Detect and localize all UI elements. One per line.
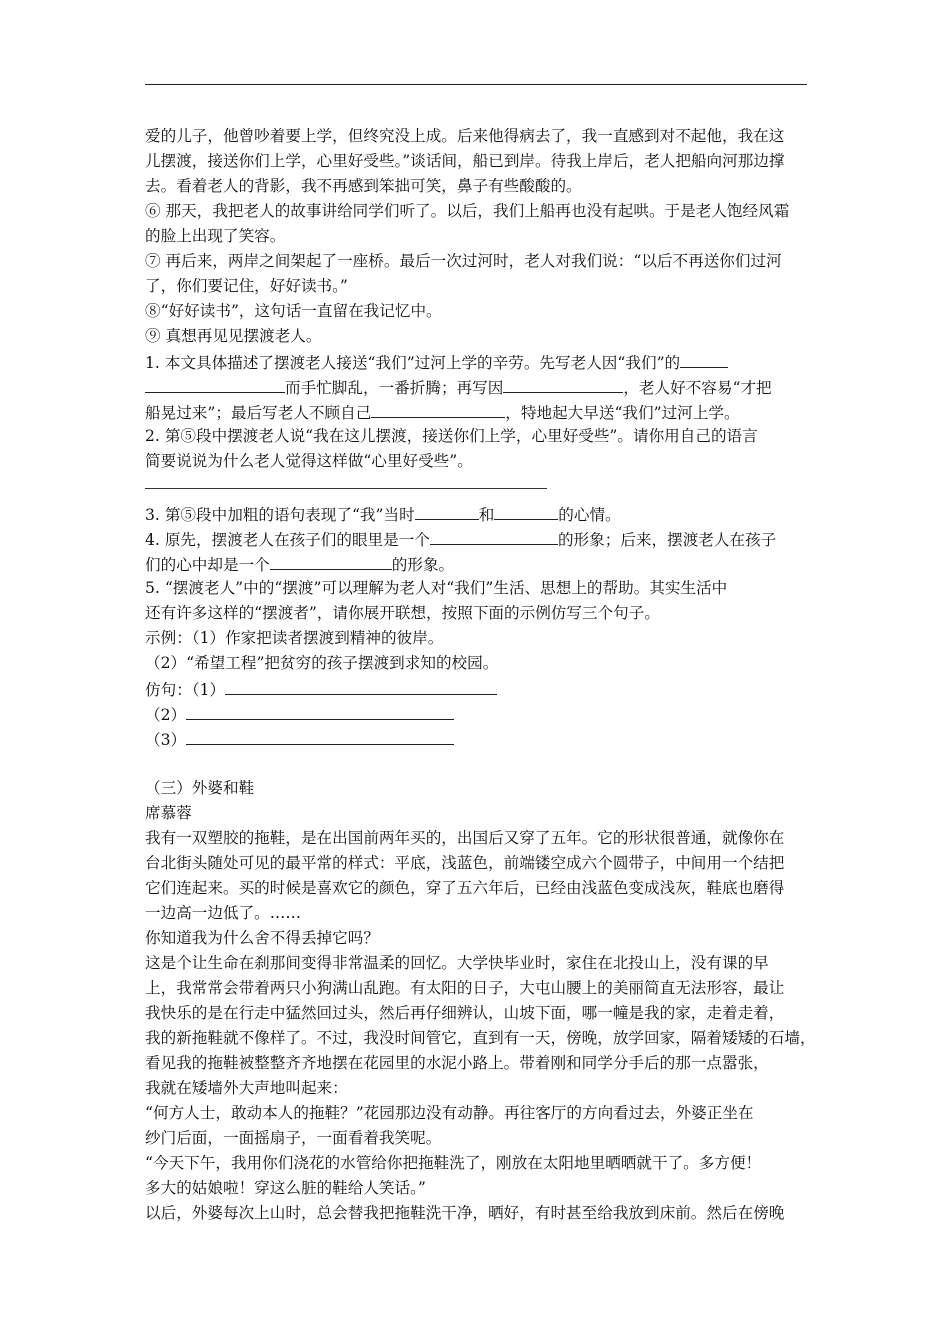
paragraph-line: 我快乐的是在行走中猛然回过头，然后再仔细辨认，山坡下面，哪一幢是我的家，走着走着， xyxy=(145,1004,785,1022)
question-5-line: 还有许多这样的“摆渡者”，请你展开联想，按照下面的示例仿写三个句子。 xyxy=(145,604,660,622)
header-rule xyxy=(145,84,807,85)
question-2-line: 简要说说为什么老人觉得这样做“心里好受些”。 xyxy=(145,452,473,470)
answer-blank[interactable] xyxy=(186,701,454,720)
section-heading: （三）外婆和鞋 xyxy=(145,779,255,797)
answer-blank[interactable] xyxy=(186,726,454,745)
question-4-line: 们的心中却是一个 的形象。 xyxy=(145,551,825,576)
imitation-line: （3） xyxy=(145,726,825,751)
paragraph-line: 一边高一边低了。…… xyxy=(145,904,301,922)
answer-blank[interactable] xyxy=(225,676,497,695)
paragraph-line: 爱的儿子，他曾吵着要上学，但终究没上成。后来他得病去了，我一直感到对不起他，我在这 xyxy=(145,127,785,145)
paragraph-8: ⑧“好好读书”，这句话一直留在我记忆中。 xyxy=(145,302,442,320)
paragraph-line: 我的新拖鞋就不像样了。不过，我没时间管它，直到有一天，傍晚，放学回家，隔着矮矮的石墙， xyxy=(145,1029,816,1047)
paragraph-line: 儿摆渡，接送你们上学，心里好受些。”谈话间，船已到岸。待我上岸后，老人把船向河那边撑 xyxy=(145,152,785,170)
example-line: （2）“希望工程”把贫穷的孩子摆渡到求知的校园。 xyxy=(145,654,499,672)
paragraph-7-line: 了，你们要记住，好好读书。” xyxy=(145,277,348,295)
paragraph-6-line: ⑥ 那天，我把老人的故事讲给同学们听了。以后，我们上船再也没有起哄。于是老人饱经风霜 xyxy=(145,202,790,220)
question-2-line: 2. 第⑤段中摆渡老人说“我在这儿摆渡，接送你们上学，心里好受些”。请你用自己的语言 xyxy=(145,427,758,445)
answer-blank[interactable] xyxy=(494,501,558,520)
answer-blank[interactable] xyxy=(680,349,728,368)
paragraph-line: 以后，外婆每次上山时，总会替我把拖鞋洗干净，晒好，有时甚至给我放到床前。然后在傍晚 xyxy=(145,1204,785,1222)
paragraph-line: 上，我常常会带着两只小狗满山乱跑。有太阳的日子，大屯山腰上的美丽简直无法形容，最让 xyxy=(145,979,785,997)
example-line: 示例：（1）作家把读者摆渡到精神的彼岸。 xyxy=(145,629,444,647)
paragraph-6-line: 的脸上出现了笑容。 xyxy=(145,227,286,245)
answer-blank[interactable] xyxy=(415,501,479,520)
imitation-line: （2） xyxy=(145,701,825,726)
answer-line[interactable] xyxy=(145,488,547,501)
answer-blank[interactable] xyxy=(371,399,505,418)
answer-blank[interactable] xyxy=(145,374,285,393)
paragraph-line: 这是个让生命在刹那间变得非常温柔的回忆。大学快毕业时，家住在北投山上，没有课的早 xyxy=(145,954,769,972)
author-name: 席慕蓉 xyxy=(145,804,192,822)
question-3-line: 3. 第⑤段中加粗的语句表现了“我”当时 和 的心情。 xyxy=(145,501,825,526)
paragraph-line: 它们连起来。买的时候是喜欢它的颜色，穿了五六年后，已经由浅蓝色变成浅灰，鞋底也磨得 xyxy=(145,879,785,897)
answer-blank[interactable] xyxy=(270,551,392,570)
question-1-line: 船晃过来”；最后写老人不顾自己 ，特地起大早送“我们”过河上学。 xyxy=(145,399,825,424)
paragraph-line: 去。看着老人的背影，我不再感到笨拙可笑，鼻子有些酸酸的。 xyxy=(145,177,582,195)
answer-blank[interactable] xyxy=(503,374,623,393)
paragraph-line: 台北街头随处可见的最平常的样式：平底，浅蓝色，前端镂空成六个圆带子，中间用一个结把 xyxy=(145,854,785,872)
paragraph-line: 你知道我为什么舍不得丢掉它吗？ xyxy=(145,929,379,947)
question-1-line: 1. 本文具体描述了摆渡老人接送“我们”过河上学的辛劳。先写老人因“我们”的 xyxy=(145,349,825,374)
paragraph-9: ⑨ 真想再见见摆渡老人。 xyxy=(145,327,322,345)
paragraph-7-line: ⑦ 再后来，两岸之间架起了一座桥。最后一次过河时，老人对我们说：“以后不再送你们过河 xyxy=(145,252,782,270)
answer-blank[interactable] xyxy=(430,526,558,545)
question-4-line: 4. 原先，摆渡老人在孩子们的眼里是一个 的形象；后来，摆渡老人在孩子 xyxy=(145,526,825,551)
paragraph-line: “何方人士，敢动本人的拖鞋？”花园那边没有动静。再往客厅的方向看过去，外婆正坐在 xyxy=(145,1104,754,1122)
paragraph-line: 我就在矮墙外大声地叫起来： xyxy=(145,1079,348,1097)
question-5-line: 5. “摆渡老人”中的“摆渡”可以理解为老人对“我们”生活、思想上的帮助。其实生活中 xyxy=(145,579,728,597)
imitation-line: 仿句：（1） xyxy=(145,676,825,701)
paragraph-line: 多大的姑娘啦！穿这么脏的鞋给人笑话。” xyxy=(145,1179,426,1197)
paragraph-line: “今天下午，我用你们浇花的水管给你把拖鞋洗了，刚放在太阳地里晒晒就干了。多方便！ xyxy=(145,1154,762,1172)
paragraph-line: 看见我的拖鞋被整整齐齐地摆在花园里的水泥小路上。带着刚和同学分手后的那一点嚣张， xyxy=(145,1054,769,1072)
question-1-line: 而手忙脚乱，一番折腾；再写因 ，老人好不容易“才把 xyxy=(145,374,825,399)
paragraph-line: 纱门后面，一面摇扇子，一面看着我笑呢。 xyxy=(145,1129,442,1147)
document-body xyxy=(145,124,825,1226)
paragraph-line: 我有一双塑胶的拖鞋，是在出国前两年买的，出国后又穿了五年。它的形状很普通，就像你在 xyxy=(145,829,785,847)
